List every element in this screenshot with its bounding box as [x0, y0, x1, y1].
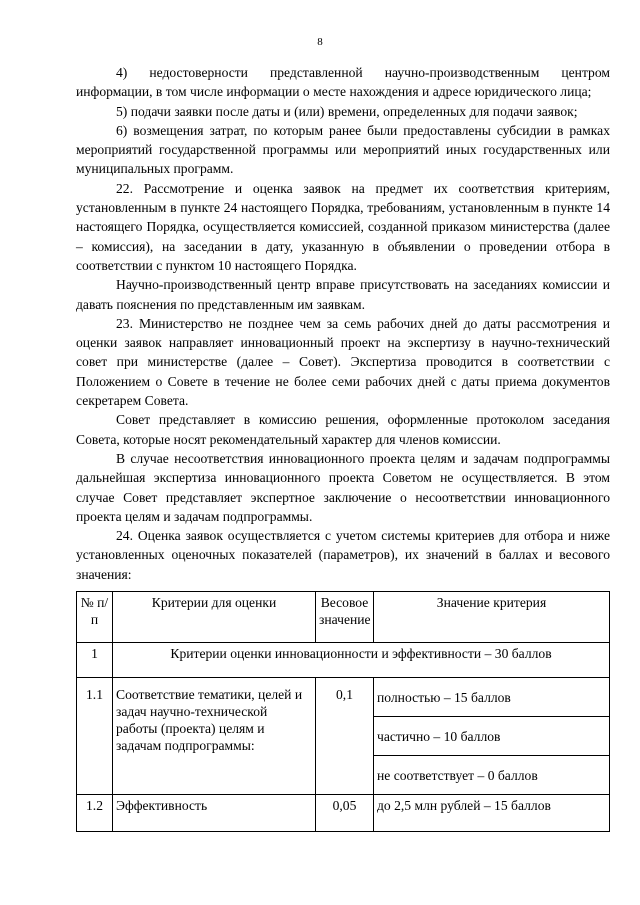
document-body — [76, 63, 610, 584]
row-value: до 2,5 млн рублей – 15 баллов — [374, 795, 610, 832]
paragraph: В случае несоответствия инновационного проекта целям и задачам подпрограммы дальнейшая экспертиза инновационного проекта Советом не осуществляется. В этом случае Совет представляет экспертное заключение о несоответствии инновационного проекта целям и задачам подпрограммы. — [76, 450, 610, 524]
paragraph: 6) возмещения затрат, по которым ранее были предоставлены субсидии в рамках мероприятий государственной программы или мероприятий иных государственных или муниципальных программ. — [76, 122, 610, 177]
row-weight: 0,1 — [316, 678, 374, 795]
criteria-table — [76, 591, 610, 832]
page-number: 8 — [317, 36, 323, 48]
section-num: 1 — [77, 643, 113, 678]
table-header-row — [77, 592, 610, 643]
row-value: не соответствует – 0 баллов — [374, 756, 610, 795]
row-criteria: Эффективность — [113, 795, 316, 832]
table-row — [77, 678, 610, 717]
table-section-row — [77, 643, 610, 678]
row-weight: 0,05 — [316, 795, 374, 832]
section-title: Критерии оценки инновационности и эффективности – 30 баллов — [113, 643, 610, 678]
row-num: 1.1 — [77, 678, 113, 795]
row-value: частично – 10 баллов — [374, 717, 610, 756]
table-row — [77, 795, 610, 832]
header-value: Значение критерия — [374, 592, 610, 643]
header-criteria: Критерии для оценки — [113, 592, 316, 643]
header-weight: Весовое значение — [316, 592, 374, 643]
paragraph: 23. Министерство не позднее чем за семь рабочих дней до даты рассмотрения и оценки заявок направляет инновационный проект на экспертизу в научно-технический совет при министерстве (далее – Совет). Экспертиза проводится в соответствии с Положением о Совете в течение не более семи рабочих дней с даты приема документов секретарем Совета. — [76, 315, 610, 409]
header-num: № п/п — [77, 592, 113, 643]
row-value: полностью – 15 баллов — [374, 678, 610, 717]
paragraph: 24. Оценка заявок осуществляется с учетом системы критериев для отбора и ниже установленных оценочных показателей (параметров), их значений в баллах и весового значения: — [76, 528, 610, 582]
paragraph: 22. Рассмотрение и оценка заявок на предмет их соответствия критериям, установленным в пункте 24 настоящего Порядка, требованиям, установленным в пункте 14 настоящего Порядка, осуществляется комиссией, созданной приказом министерства (далее – комиссия), на заседании в дату, указанную в объявлении о проведении отбора в соответствии с пунктом 10 настоящего Порядка. — [76, 180, 610, 273]
paragraph: 5) подачи заявки после даты и (или) времени, определенных для подачи заявок; — [116, 103, 578, 119]
row-num: 1.2 — [77, 795, 113, 832]
paragraph: 4) недостоверности представленной научно-производственным центром информации, в том числе информации о месте нахождения и адресе юридического лица; — [76, 65, 610, 100]
paragraph: Научно-производственный центр вправе присутствовать на заседаниях комиссии и давать пояснения по представленным им заявкам. — [76, 277, 610, 312]
paragraph: Совет представляет в комиссию решения, оформленные протоколом заседания Совета, которые носят рекомендательный характер для членов комиссии. — [76, 412, 610, 447]
row-criteria: Соответствие тематики, целей и задач научно-технической работы (проекта) целям и задачам подпрограммы: — [113, 678, 316, 795]
